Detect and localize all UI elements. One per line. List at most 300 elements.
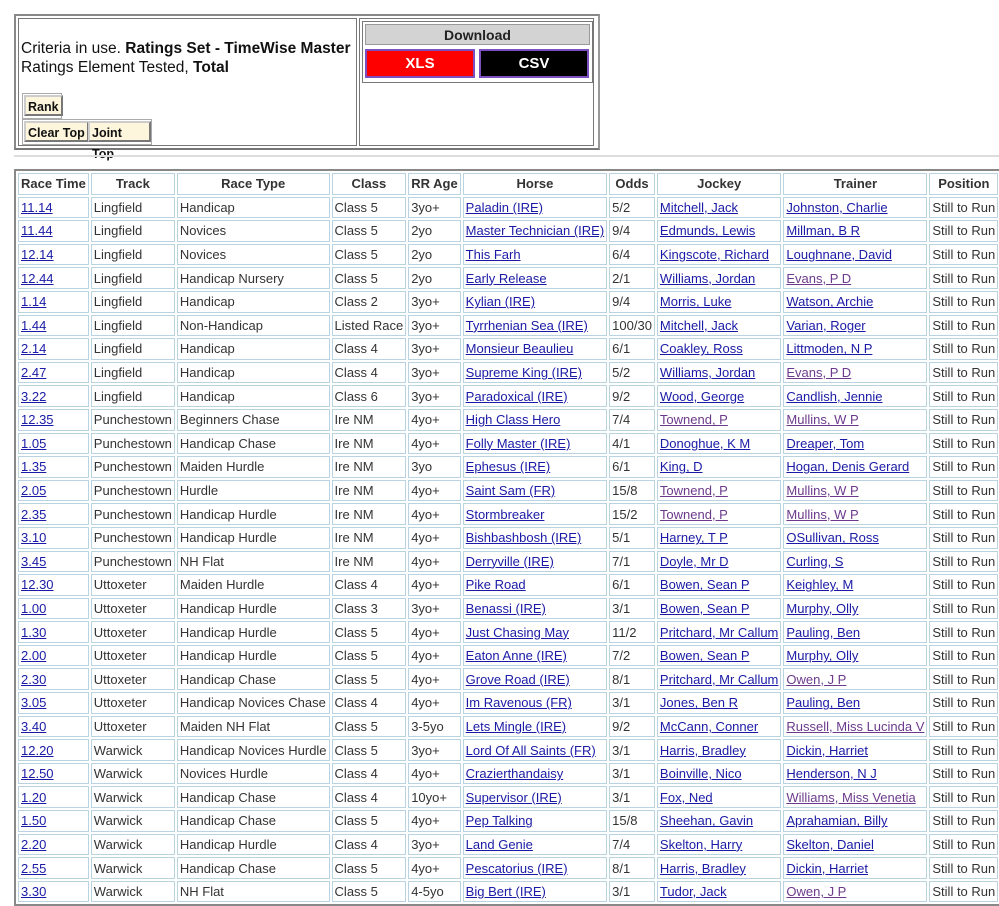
race-time-link[interactable]: 12.14 (21, 247, 54, 263)
race-time-cell (18, 574, 89, 596)
race-type-cell: Maiden NH Flat (177, 716, 330, 738)
race-type-cell: Handicap Chase (177, 857, 330, 879)
jockey-link[interactable]: Coakley, Ross (659, 341, 743, 357)
horse-link[interactable]: Master Technician (IRE) (465, 223, 605, 239)
race-time-cell (18, 598, 89, 620)
table-row (18, 668, 998, 690)
horse-link[interactable]: Land Genie (465, 836, 533, 852)
trainer-link[interactable]: Hogan, Denis Gerard (786, 459, 910, 475)
jockey-link[interactable]: Boinville, Nico (659, 766, 742, 782)
class-cell: Ire NM (332, 433, 407, 455)
odds-cell: 8/1 (609, 857, 655, 879)
position-cell: Still to Run (929, 315, 998, 337)
track-cell: Lingfield (91, 267, 175, 289)
odds-cell: 5/2 (609, 197, 655, 219)
position-cell: Still to Run (929, 362, 998, 384)
criteria-cell (18, 18, 357, 161)
trainer-link[interactable]: Watson, Archie (786, 294, 874, 310)
race-time-cell (18, 739, 89, 761)
track-cell: Uttoxeter (91, 645, 175, 667)
table-row (18, 763, 998, 785)
race-time-link[interactable]: 1.44 (21, 317, 47, 333)
trainer-cell (783, 881, 927, 903)
position-cell: Still to Run (929, 786, 998, 808)
race-time-cell (18, 692, 89, 714)
race-time-cell (18, 315, 89, 337)
horse-cell (463, 338, 607, 360)
race-time-link[interactable]: 1.00 (21, 600, 47, 616)
rr-age-cell: 3yo+ (408, 315, 460, 337)
odds-cell: 3/1 (609, 739, 655, 761)
horse-link[interactable]: Paradoxical (IRE) (465, 388, 568, 404)
horse-link[interactable]: Ephesus (IRE) (465, 459, 551, 475)
jockey-link[interactable]: Harris, Bradley (659, 742, 746, 758)
rr-age-cell: 4yo+ (408, 503, 460, 525)
horse-link[interactable]: Benassi (IRE) (465, 600, 546, 616)
trainer-link[interactable]: Owen, J P (786, 671, 847, 687)
odds-cell: 5/2 (609, 362, 655, 384)
trainer-link[interactable]: Curling, S (786, 553, 844, 569)
race-time-cell (18, 621, 89, 643)
jockey-link[interactable]: Bowen, Sean P (659, 648, 750, 664)
race-time-link[interactable]: 11.44 (21, 223, 53, 239)
horse-link[interactable]: Just Chasing May (465, 624, 569, 640)
race-time-cell (18, 786, 89, 808)
race-time-link[interactable]: 2.35 (21, 506, 47, 522)
track-cell: Warwick (91, 857, 175, 879)
race-time-link[interactable]: 12.20 (21, 742, 54, 758)
column-header-position: Position (929, 173, 998, 195)
joint-top-button[interactable]: Joint Top (88, 121, 151, 142)
race-type-cell: Handicap Hurdle (177, 645, 330, 667)
track-cell: Lingfield (91, 244, 175, 266)
race-time-link[interactable]: 2.30 (21, 671, 47, 687)
jockey-cell (657, 810, 781, 832)
odds-cell: 7/2 (609, 645, 655, 667)
jockey-link[interactable]: Harney, T P (659, 530, 728, 546)
track-cell: Uttoxeter (91, 692, 175, 714)
position-cell: Still to Run (929, 692, 998, 714)
jockey-link[interactable]: Kingscote, Richard (659, 247, 770, 263)
jockey-cell (657, 315, 781, 337)
horse-link[interactable]: Early Release (465, 270, 547, 286)
trainer-link[interactable]: Loughnane, David (786, 247, 892, 263)
jockey-link[interactable]: Sheehan, Gavin (659, 813, 754, 829)
race-type-cell: Maiden Hurdle (177, 574, 330, 596)
position-cell: Still to Run (929, 456, 998, 478)
rr-age-cell: 4yo+ (408, 857, 460, 879)
jockey-link[interactable]: Townend, P (659, 506, 728, 522)
race-time-cell (18, 668, 89, 690)
class-cell: Ire NM (332, 551, 407, 573)
track-cell: Punchestown (91, 527, 175, 549)
class-cell: Class 2 (332, 291, 407, 313)
jockey-cell (657, 220, 781, 242)
trainer-link[interactable]: Candlish, Jennie (786, 388, 883, 404)
table-row (18, 385, 998, 407)
odds-cell: 15/8 (609, 810, 655, 832)
horse-cell (463, 739, 607, 761)
odds-cell: 9/4 (609, 291, 655, 313)
race-time-link[interactable]: 11.14 (21, 199, 53, 215)
table-row (18, 315, 998, 337)
position-cell: Still to Run (929, 244, 998, 266)
rr-age-cell: 4yo+ (408, 668, 460, 690)
column-header-race-type: Race Type (177, 173, 330, 195)
trainer-cell (783, 480, 927, 502)
race-time-link[interactable]: 2.20 (21, 836, 47, 852)
horse-link[interactable]: Tyrrhenian Sea (IRE) (465, 317, 588, 333)
horse-link[interactable]: Supervisor (IRE) (465, 789, 562, 805)
jockey-cell (657, 244, 781, 266)
trainer-link[interactable]: Dickin, Harriet (786, 742, 869, 758)
odds-cell: 3/1 (609, 881, 655, 903)
track-cell: Lingfield (91, 385, 175, 407)
track-cell: Uttoxeter (91, 598, 175, 620)
trainer-cell (783, 409, 927, 431)
table-row (18, 244, 998, 266)
race-time-link[interactable]: 2.05 (21, 483, 47, 499)
track-cell: Warwick (91, 763, 175, 785)
jockey-link[interactable]: Wood, George (659, 388, 745, 404)
track-cell: Warwick (91, 881, 175, 903)
race-time-link[interactable]: 1.50 (21, 813, 47, 829)
trainer-cell (783, 786, 927, 808)
race-time-link[interactable]: 2.55 (21, 860, 47, 876)
jockey-cell (657, 480, 781, 502)
race-time-link[interactable]: 2.14 (21, 341, 47, 357)
jockey-cell (657, 645, 781, 667)
track-cell: Punchestown (91, 503, 175, 525)
jockey-link[interactable]: Williams, Jordan (659, 365, 756, 381)
trainer-link[interactable]: Evans, P D (786, 365, 852, 381)
rr-age-cell: 4yo+ (408, 810, 460, 832)
horse-cell (463, 385, 607, 407)
race-time-link[interactable]: 1.14 (21, 294, 47, 310)
race-time-link[interactable]: 1.35 (21, 459, 47, 475)
trainer-cell (783, 433, 927, 455)
class-cell: Class 4 (332, 338, 407, 360)
jockey-link[interactable]: Harris, Bradley (659, 860, 746, 876)
column-header-trainer: Trainer (783, 173, 927, 195)
race-type-cell: Handicap Chase (177, 810, 330, 832)
horse-link[interactable]: Pescatorius (IRE) (465, 860, 568, 876)
trainer-link[interactable]: Dreaper, Tom (786, 435, 865, 451)
horse-cell (463, 881, 607, 903)
horse-cell (463, 645, 607, 667)
race-time-link[interactable]: 1.30 (21, 624, 47, 640)
jockey-link[interactable]: Mitchell, Jack (659, 317, 738, 333)
trainer-link[interactable]: Evans, P D (786, 270, 852, 286)
trainer-link[interactable]: Littmoden, N P (786, 341, 873, 357)
class-cell: Class 5 (332, 267, 407, 289)
horse-cell (463, 621, 607, 643)
race-time-link[interactable]: 1.05 (21, 435, 47, 451)
race-time-cell (18, 362, 89, 384)
table-row (18, 551, 998, 573)
trainer-cell (783, 362, 927, 384)
horse-link[interactable]: Derryville (IRE) (465, 553, 554, 569)
jockey-link[interactable]: Bowen, Sean P (659, 600, 750, 616)
position-cell: Still to Run (929, 527, 998, 549)
position-cell: Still to Run (929, 551, 998, 573)
horse-cell (463, 503, 607, 525)
horse-link[interactable]: Lord Of All Saints (FR) (465, 742, 596, 758)
column-header-class: Class (332, 173, 407, 195)
horse-cell (463, 433, 607, 455)
trainer-cell (783, 315, 927, 337)
horse-link[interactable]: Saint Sam (FR) (465, 483, 556, 499)
odds-cell: 9/4 (609, 220, 655, 242)
jockey-cell (657, 598, 781, 620)
rr-age-cell: 2yo (408, 244, 460, 266)
horse-cell (463, 456, 607, 478)
track-cell: Punchestown (91, 480, 175, 502)
table-row (18, 456, 998, 478)
race-time-link[interactable]: 3.30 (21, 884, 47, 900)
rr-age-cell: 3yo+ (408, 598, 460, 620)
trainer-link[interactable]: Pauling, Ben (786, 695, 861, 711)
rr-age-cell: 4yo+ (408, 480, 460, 502)
odds-cell: 3/1 (609, 598, 655, 620)
table-row (18, 574, 998, 596)
horse-link[interactable]: Crazierthandaisy (465, 766, 564, 782)
table-row (18, 692, 998, 714)
criteria-panel (14, 14, 600, 161)
horse-link[interactable]: Lets Mingle (IRE) (465, 718, 567, 734)
race-time-link[interactable]: 2.47 (21, 365, 47, 381)
track-cell: Punchestown (91, 456, 175, 478)
ratings-set: Ratings Set - TimeWise Master (125, 40, 351, 57)
class-cell: Class 5 (332, 739, 407, 761)
trainer-link[interactable]: Murphy, Olly (786, 600, 859, 616)
race-time-link[interactable]: 1.20 (21, 789, 47, 805)
rr-age-cell: 3yo+ (408, 362, 460, 384)
race-time-link[interactable]: 3.05 (21, 695, 47, 711)
trainer-link[interactable]: Skelton, Daniel (786, 836, 874, 852)
jockey-link[interactable]: Tudor, Jack (659, 884, 727, 900)
trainer-cell (783, 220, 927, 242)
rr-age-cell: 4yo+ (408, 433, 460, 455)
horse-link[interactable]: Pike Road (465, 577, 526, 593)
race-time-link[interactable]: 12.35 (21, 412, 54, 428)
track-cell: Warwick (91, 739, 175, 761)
rr-age-cell: 4-5yo (408, 881, 460, 903)
trainer-link[interactable]: Mullins, W P (786, 483, 859, 499)
divider (14, 155, 999, 157)
horse-link[interactable]: Bishbashbosh (IRE) (465, 530, 582, 546)
horse-cell (463, 786, 607, 808)
horse-link[interactable]: Supreme King (IRE) (465, 365, 582, 381)
table-row (18, 362, 998, 384)
odds-cell: 15/8 (609, 480, 655, 502)
trainer-link[interactable]: Russell, Miss Lucinda V (786, 718, 925, 734)
track-cell: Warwick (91, 786, 175, 808)
jockey-link[interactable]: Skelton, Harry (659, 836, 743, 852)
trainer-link[interactable]: Pauling, Ben (786, 624, 861, 640)
odds-cell: 100/30 (609, 315, 655, 337)
clear-top-button[interactable]: Clear Top (24, 121, 89, 142)
race-time-link[interactable]: 12.50 (21, 766, 54, 782)
jockey-link[interactable]: Pritchard, Mr Callum (659, 624, 779, 640)
position-cell: Still to Run (929, 598, 998, 620)
race-time-link[interactable]: 12.30 (21, 577, 54, 593)
race-time-link[interactable]: 2.00 (21, 648, 47, 664)
jockey-cell (657, 739, 781, 761)
odds-cell: 7/4 (609, 409, 655, 431)
odds-cell: 6/1 (609, 574, 655, 596)
jockey-link[interactable]: Doyle, Mr D (659, 553, 729, 569)
element-value: Total (193, 59, 229, 76)
class-cell: Class 5 (332, 197, 407, 219)
position-cell: Still to Run (929, 574, 998, 596)
race-type-cell: Handicap Chase (177, 433, 330, 455)
race-type-cell: Handicap Novices Hurdle (177, 739, 330, 761)
class-cell: Class 4 (332, 834, 407, 856)
trainer-link[interactable]: Mullins, W P (786, 412, 859, 428)
horse-link[interactable]: Eaton Anne (IRE) (465, 648, 567, 664)
jockey-cell (657, 716, 781, 738)
trainer-link[interactable]: Dickin, Harriet (786, 860, 869, 876)
trainer-link[interactable]: Aprahamian, Billy (786, 813, 888, 829)
horse-link[interactable]: Folly Master (IRE) (465, 435, 571, 451)
track-cell: Punchestown (91, 433, 175, 455)
horse-cell (463, 291, 607, 313)
trainer-cell (783, 739, 927, 761)
table-row (18, 220, 998, 242)
class-cell: Class 5 (332, 220, 407, 242)
jockey-link[interactable]: Townend, P (659, 412, 728, 428)
trainer-link[interactable]: Henderson, N J (786, 766, 877, 782)
horse-link[interactable]: Im Ravenous (FR) (465, 695, 572, 711)
race-time-link[interactable]: 12.44 (21, 270, 54, 286)
table-row (18, 338, 998, 360)
trainer-link[interactable]: Millman, B R (786, 223, 861, 239)
race-time-cell (18, 480, 89, 502)
race-time-link[interactable]: 3.45 (21, 553, 47, 569)
jockey-cell (657, 857, 781, 879)
horse-cell (463, 480, 607, 502)
class-cell: Class 5 (332, 810, 407, 832)
table-row (18, 716, 998, 738)
race-time-link[interactable]: 3.22 (21, 388, 47, 404)
race-type-cell: Non-Handicap (177, 315, 330, 337)
csv-download-button[interactable]: CSV (479, 49, 589, 78)
jockey-link[interactable]: Fox, Ned (659, 789, 713, 805)
jockey-link[interactable]: Jones, Ben R (659, 695, 738, 711)
class-cell: Class 5 (332, 244, 407, 266)
jockey-link[interactable]: Mitchell, Jack (659, 199, 738, 215)
trainer-link[interactable]: OSullivan, Ross (786, 530, 879, 546)
trainer-cell (783, 621, 927, 643)
jockey-link[interactable]: Donoghue, K M (659, 435, 751, 451)
race-time-cell (18, 503, 89, 525)
column-header-rr-age: RR Age (408, 173, 460, 195)
jockey-link[interactable]: McCann, Conner (659, 718, 759, 734)
trainer-link[interactable]: Owen, J P (786, 884, 847, 900)
race-time-cell (18, 857, 89, 879)
trainer-link[interactable]: Varian, Roger (786, 317, 866, 333)
criteria-prefix: Criteria in use. (21, 40, 121, 57)
trainer-cell (783, 763, 927, 785)
table-row (18, 267, 998, 289)
trainer-link[interactable]: Murphy, Olly (786, 648, 859, 664)
race-type-cell: Handicap Hurdle (177, 598, 330, 620)
class-cell: Ire NM (332, 527, 407, 549)
trainer-link[interactable]: Keighley, M (786, 577, 854, 593)
race-time-cell (18, 810, 89, 832)
horse-link[interactable]: Stormbreaker (465, 506, 545, 522)
jockey-link[interactable]: Bowen, Sean P (659, 577, 750, 593)
jockey-cell (657, 881, 781, 903)
horse-link[interactable]: High Class Hero (465, 412, 561, 428)
horse-link[interactable]: Paladin (IRE) (465, 199, 543, 215)
horse-cell (463, 857, 607, 879)
race-time-cell (18, 244, 89, 266)
horse-cell (463, 527, 607, 549)
jockey-link[interactable]: Morris, Luke (659, 294, 732, 310)
table-row (18, 786, 998, 808)
rr-age-cell: 3yo+ (408, 197, 460, 219)
jockey-cell (657, 338, 781, 360)
trainer-link[interactable]: Williams, Miss Venetia (786, 789, 916, 805)
races-table (14, 169, 999, 906)
race-type-cell: Beginners Chase (177, 409, 330, 431)
rank-button[interactable]: Rank (24, 95, 63, 116)
race-time-cell (18, 409, 89, 431)
jockey-cell (657, 574, 781, 596)
table-row (18, 480, 998, 502)
horse-cell (463, 220, 607, 242)
table-row (18, 527, 998, 549)
track-cell: Punchestown (91, 551, 175, 573)
horse-cell (463, 197, 607, 219)
horse-cell (463, 362, 607, 384)
track-cell: Warwick (91, 810, 175, 832)
horse-link[interactable]: Pep Talking (465, 813, 533, 829)
rr-age-cell: 4yo+ (408, 645, 460, 667)
trainer-cell (783, 503, 927, 525)
trainer-cell (783, 338, 927, 360)
horse-link[interactable]: Monsieur Beaulieu (465, 341, 574, 357)
horse-link[interactable]: Kylian (IRE) (465, 294, 536, 310)
race-type-cell: Handicap (177, 291, 330, 313)
jockey-link[interactable]: Pritchard, Mr Callum (659, 671, 779, 687)
jockey-cell (657, 692, 781, 714)
position-cell: Still to Run (929, 480, 998, 502)
jockey-link[interactable]: Williams, Jordan (659, 270, 756, 286)
trainer-link[interactable]: Johnston, Charlie (786, 199, 888, 215)
xls-download-button[interactable]: XLS (365, 49, 475, 78)
race-time-link[interactable]: 3.10 (21, 530, 47, 546)
jockey-link[interactable]: Edmunds, Lewis (659, 223, 756, 239)
jockey-link[interactable]: King, D (659, 459, 703, 475)
position-cell: Still to Run (929, 668, 998, 690)
horse-link[interactable]: Grove Road (IRE) (465, 671, 570, 687)
table-row (18, 409, 998, 431)
trainer-cell (783, 244, 927, 266)
position-cell: Still to Run (929, 857, 998, 879)
track-cell: Lingfield (91, 362, 175, 384)
trainer-cell (783, 551, 927, 573)
horse-link[interactable]: Big Bert (IRE) (465, 884, 546, 900)
class-cell: Listed Race (332, 315, 407, 337)
horse-link[interactable]: This Farh (465, 247, 521, 263)
odds-cell: 7/1 (609, 551, 655, 573)
race-time-link[interactable]: 3.40 (21, 718, 47, 734)
jockey-link[interactable]: Townend, P (659, 483, 728, 499)
trainer-link[interactable]: Mullins, W P (786, 506, 859, 522)
